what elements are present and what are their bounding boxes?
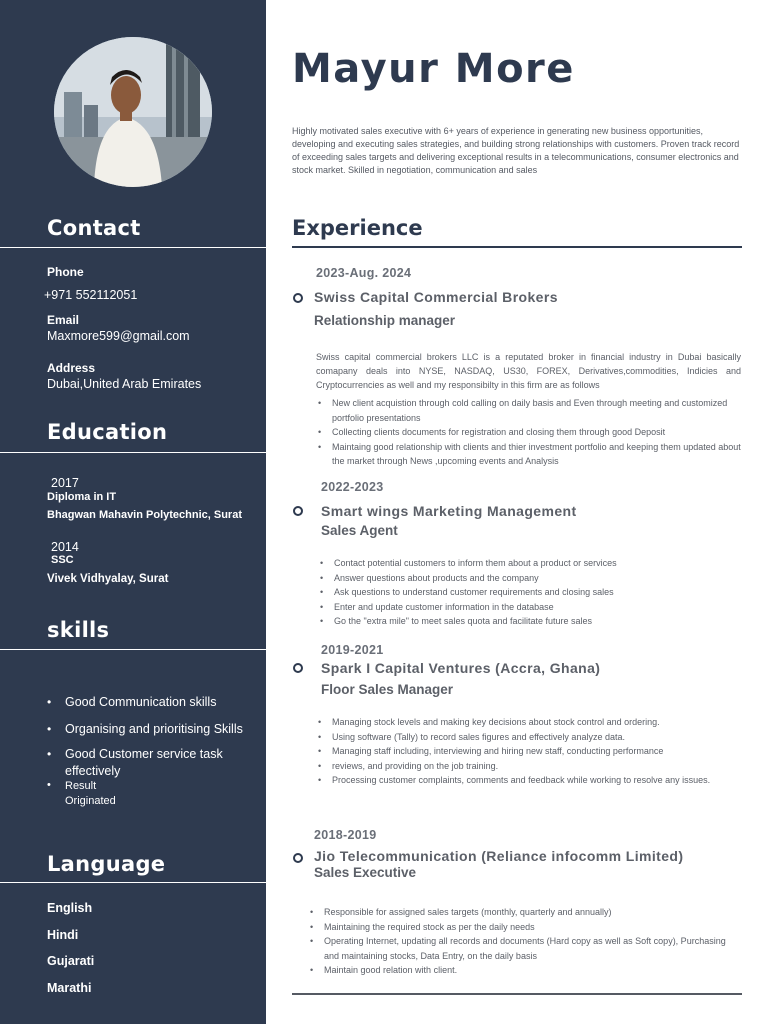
job-bullet: • Managing stock levels and making key decisions about stock control and ordering. <box>316 715 741 730</box>
skills-list <box>47 694 257 780</box>
job-bullet: • Collecting clients documents for registration and closing them through good Deposit <box>316 425 741 440</box>
job-bullet: • Go the "extra mile" to meet sales quota and facilitate future sales <box>318 614 743 629</box>
job-role: Sales Executive <box>314 865 417 880</box>
education-divider <box>0 452 266 453</box>
skills-divider <box>0 649 266 650</box>
address-value: Dubai,United Arab Emirates <box>47 377 202 391</box>
job-bullet: • Processing customer complaints, comments and feedback while working to resolve any issues. <box>316 773 741 788</box>
job-bullet: • Using software (Tally) to record sales figures and effectively analyze data. <box>316 730 741 745</box>
skill-item: • Organising and prioritising Skills <box>47 721 257 738</box>
contact-divider <box>0 247 266 248</box>
profile-photo <box>54 37 212 187</box>
job-bullet: • Responsible for assigned sales targets (monthly, quarterly and annually) <box>308 905 733 920</box>
job-date: 2019-2021 <box>321 643 384 657</box>
job-bullet: • Contact potential customers to inform them about a product or services <box>318 556 743 571</box>
experience-heading: Experience <box>292 216 423 240</box>
skills-heading: skills <box>47 618 110 642</box>
skill-item: • Good Communication skills <box>47 694 257 711</box>
job-bullet: • Maintaing good relationship with clients and thier investment portfolio and keeping them updated about the market through News ,upcoming events and Analysis <box>316 440 741 469</box>
job-role: Sales Agent <box>321 523 398 538</box>
education-school: Bhagwan Mahavin Polytechnic, Surat <box>47 509 242 521</box>
job-role: Floor Sales Manager <box>321 682 454 697</box>
phone-label: Phone <box>47 265 84 279</box>
timeline-dot-icon <box>293 293 303 303</box>
job-bullet: • Managing staff including, interviewing and hiring new staff, conducting performance <box>316 744 741 759</box>
job-company: Smart wings Marketing Management <box>321 503 577 519</box>
email-value: Maxmore599@gmail.com <box>47 329 190 343</box>
timeline-dot-icon <box>293 663 303 673</box>
job-bullet: • Maintaining the required stock as per the daily needs <box>308 920 733 935</box>
timeline-dot-icon <box>293 506 303 516</box>
job-bullet: • New client acquistion through cold calling on daily basis and Even through meeting and customized portfolio presentations <box>316 396 741 425</box>
job-date: 2023-Aug. 2024 <box>316 266 412 280</box>
job-description: Swiss capital commercial brokers LLC is a reputated broker in financial industry in Dubai basically comapany deals into NYSE, NASDAQ, US30, FOREX, Derivatives,commodities, Indicies and Cryptocurrencies as well and my responsibilty in this firm are as follows <box>316 352 741 390</box>
timeline-dot-icon <box>293 853 303 863</box>
phone-value: +971 552112051 <box>44 288 138 302</box>
job-bullets <box>318 556 743 629</box>
job-bullets <box>316 396 741 469</box>
language-item: English <box>47 901 93 915</box>
education-degree: SSC <box>51 554 74 566</box>
job-company: Jio Telecommunication (Reliance infocomm Limited) <box>314 848 684 864</box>
education-degree: Diploma in IT <box>47 491 117 503</box>
contact-heading: Contact <box>47 216 141 240</box>
sidebar <box>0 0 266 1024</box>
job-company: Spark I Capital Ventures (Accra, Ghana) <box>321 660 601 676</box>
email-label: Email <box>47 313 80 327</box>
job-bullet: • Ask questions to understand customer requirements and closing sales <box>318 585 743 600</box>
skill-extra-line: Originated <box>65 795 116 807</box>
job-company: Swiss Capital Commercial Brokers <box>314 289 558 305</box>
skill-item: • Good Customer service task effectively <box>47 746 257 780</box>
job-date: 2022-2023 <box>321 480 384 494</box>
job-bullets <box>316 715 741 788</box>
job-role: Relationship manager <box>314 313 456 328</box>
skill-bullet-icon: • <box>47 779 51 791</box>
job-bullets <box>308 905 733 978</box>
education-school: Vivek Vidhyalay, Surat <box>47 573 169 585</box>
job-bullet: • Operating Internet, updating all records and documents (Hard copy as well as Soft copy), Purchasing and maintaining stocks, Data Entry, on the daily basis <box>308 934 733 963</box>
education-year: 2017 <box>51 476 79 490</box>
address-label: Address <box>47 361 96 375</box>
job-bullet: • Enter and update customer information in the database <box>318 600 743 615</box>
candidate-name: Mayur More <box>292 46 575 92</box>
job-bullet: • reviews, and providing on the job training. <box>316 759 741 774</box>
skill-extra-line: Result <box>65 780 97 792</box>
education-heading: Education <box>47 420 168 444</box>
footer-divider <box>292 993 742 995</box>
education-year: 2014 <box>51 540 79 554</box>
experience-divider <box>292 246 742 248</box>
profile-summary: Highly motivated sales executive with 6+ years of experience in generating new business opportunities, developing and executing sales strategies, and building strong relationships with customers. Proven track record of exceeding sales targets and delivering exceptional results in a telecommunications, consumer electronics and stock market. Skilled in negotiation, communication and sales <box>292 126 740 175</box>
language-item: Gujarati <box>47 954 95 968</box>
job-date: 2018-2019 <box>314 828 377 842</box>
language-divider <box>0 882 266 883</box>
job-bullet: • Maintain good relation with client. <box>308 963 733 978</box>
language-item: Marathi <box>47 981 92 995</box>
language-heading: Language <box>47 852 166 876</box>
language-item: Hindi <box>47 928 79 942</box>
job-bullet: • Answer questions about products and the company <box>318 571 743 586</box>
